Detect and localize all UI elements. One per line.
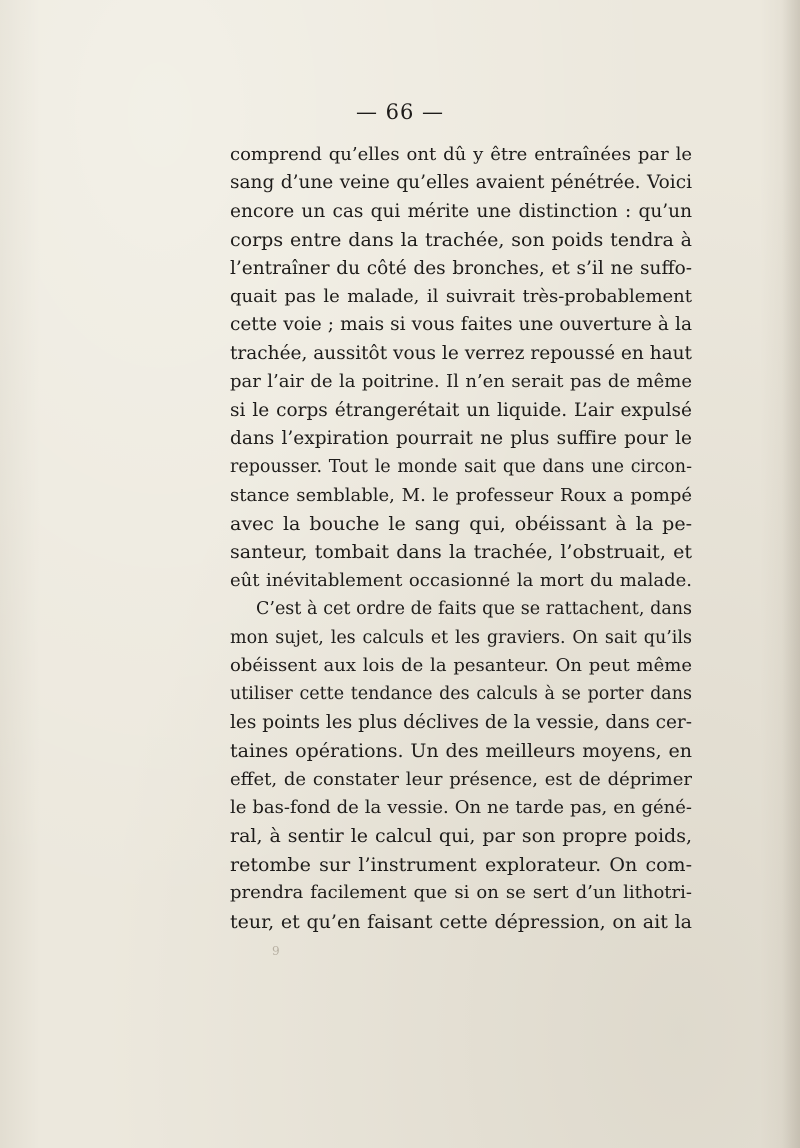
text-line: corps entre dans la trachée, son poids tendra à xyxy=(230,229,692,252)
text-line: C’est à cet ordre de faits que se rattachent, dans xyxy=(256,599,692,620)
text-line: eût inévitablement occasionné la mort du malade. xyxy=(230,569,692,591)
body-text xyxy=(230,141,692,936)
ink-smudge: 9 xyxy=(272,944,280,958)
text-line: l’entraîner du côté des bronches, et s’il ne suffo- xyxy=(230,257,692,279)
text-line: les points les plus déclives de la vessie, dans cer- xyxy=(230,711,692,733)
text-line: sang d’une veine qu’elles avaient pénétrée. Voici xyxy=(230,172,692,194)
text-line: santeur, tombait dans la trachée, l’obstruait, et xyxy=(230,541,692,564)
text-line: utiliser cette tendance des calculs à se porter dans xyxy=(230,684,692,705)
text-line: effet, de constater leur présence, est de déprimer xyxy=(230,768,692,790)
page-edge-shadow xyxy=(782,0,800,1148)
text-line: encore un cas qui mérite une distinction : qu’un xyxy=(230,200,692,222)
text-line: prendra facilement que si on se sert d’un lithotri- xyxy=(230,882,692,904)
text-line: comprend qu’elles ont dû y être entraînées par le xyxy=(230,144,692,165)
page-number: — 66 — xyxy=(355,100,445,124)
text-line: retombe sur l’instrument explorateur. On com- xyxy=(230,853,692,876)
text-line: le bas-fond de la vessie. On ne tarde pas, en géné- xyxy=(230,796,692,818)
text-line: ral, à sentir le calcul qui, par son propre poids, xyxy=(230,825,692,848)
text-line: obéissent aux lois de la pesanteur. On peut même xyxy=(230,655,692,677)
text-line: trachée, aussitôt vous le verrez repoussé en haut xyxy=(230,342,692,364)
text-line: teur, et qu’en faisant cette dépression, on ait la xyxy=(230,910,692,933)
text-line: mon sujet, les calculs et les graviers. On sait qu’ils xyxy=(230,627,692,648)
text-line: si le corps étrangerétait un liquide. L’air expulsé xyxy=(230,399,692,421)
text-line: cette voie ; mais si vous faites une ouverture à la xyxy=(230,314,692,336)
text-line: stance semblable, M. le professeur Roux a pompé xyxy=(230,484,692,506)
text-line: quait pas le malade, il suivrait très-probablement xyxy=(230,285,692,307)
text-line: taines opérations. Un des meilleurs moyens, en xyxy=(230,740,692,763)
text-line: par l’air de la poitrine. Il n’en serait pas de même xyxy=(230,371,692,393)
text-line: repousser. Tout le monde sait que dans une circon- xyxy=(230,457,692,478)
text-line: dans l’expiration pourrait ne plus suffire pour le xyxy=(230,427,692,449)
text-line: avec la bouche le sang qui, obéissant à la pe- xyxy=(230,513,692,536)
